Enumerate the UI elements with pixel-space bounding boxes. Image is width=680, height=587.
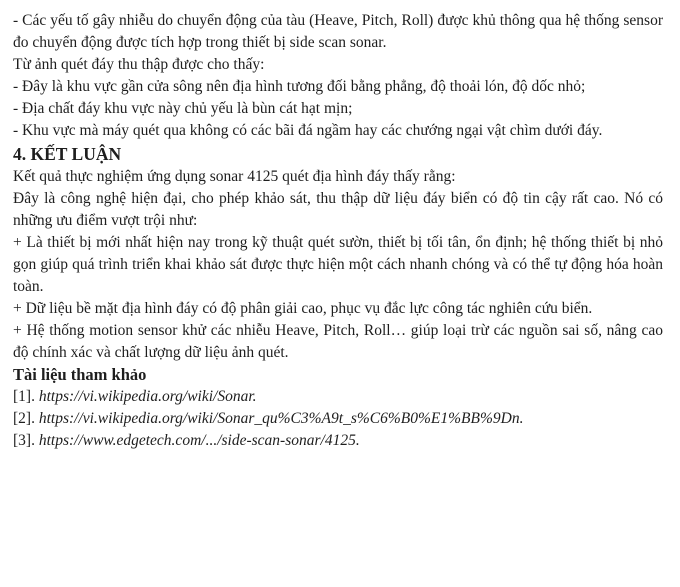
finding-obstacles: - Khu vực mà máy quét qua không có các bãi đá ngầm hay các chướng ngại vật chìm dưới đáy. (13, 122, 603, 139)
finding-geology: - Địa chất đáy khu vực này chủ yếu là bùn cát hạt mịn; (13, 100, 353, 117)
conclusion-heading: 4. KẾT LUẬN (13, 144, 122, 164)
reference-url: https://vi.wikipedia.org/wiki/Sonar_qu%C3%A9t_s%C6%B0%E1%BB%9Dn. (38, 410, 524, 427)
reference-label: [3]. (13, 432, 35, 449)
reference-item (13, 386, 663, 408)
references-heading: Tài liệu tham khảo (13, 365, 147, 384)
advantage-motion: + Hệ thống motion sensor khử các nhiễu Heave, Pitch, Roll… giúp loại trừ các nguồn sai số, nâng cao độ chính xác và chất lượng dữ liệu ảnh quét. (13, 322, 663, 361)
reference-url: https://vi.wikipedia.org/wiki/Sonar. (38, 388, 257, 405)
reference-label: [1]. (13, 388, 35, 405)
conclusion-overview: Đây là công nghệ hiện đại, cho phép khảo sát, thu thập dữ liệu đáy biển có độ tin cậy rất cao. Nó có những ưu điểm vượt trội như: (13, 190, 663, 229)
advantage-data: + Dữ liệu bề mặt địa hình đáy có độ phân giải cao, phục vụ đắc lực công tác nghiên cứu biển. (13, 300, 593, 317)
reference-item (13, 408, 663, 430)
reference-label: [2]. (13, 410, 35, 427)
paragraph-motion-noise: - Các yếu tố gây nhiễu do chuyển động của tàu (Heave, Pitch, Roll) được khủ thông qua hệ thống sensor đo chuyển động được tích hợp trong thiết bị side scan sonar. (13, 12, 663, 51)
reference-item (13, 430, 663, 452)
finding-terrain: - Đây là khu vực gần cửa sông nên địa hình tương đối bằng phẳng, độ thoải lón, độ dốc nhỏ; (13, 78, 586, 95)
conclusion-intro: Kết quả thực nghiệm ứng dụng sonar 4125 quét địa hình đáy thấy rằng: (13, 168, 456, 185)
paragraph-scan-results-intro: Từ ảnh quét đáy thu thập được cho thấy: (13, 56, 265, 73)
advantage-equipment: + Là thiết bị mới nhất hiện nay trong kỹ thuật quét sườn, thiết bị tối tân, ổn định; hệ thống thiết bị nhỏ gọn giúp quá trình triển khai khảo sát được thực hiện một cách nhanh chóng và có thể tự động hóa hoàn toàn. (13, 234, 663, 295)
reference-url: https://www.edgetech.com/.../side-scan-sonar/4125. (38, 432, 360, 449)
